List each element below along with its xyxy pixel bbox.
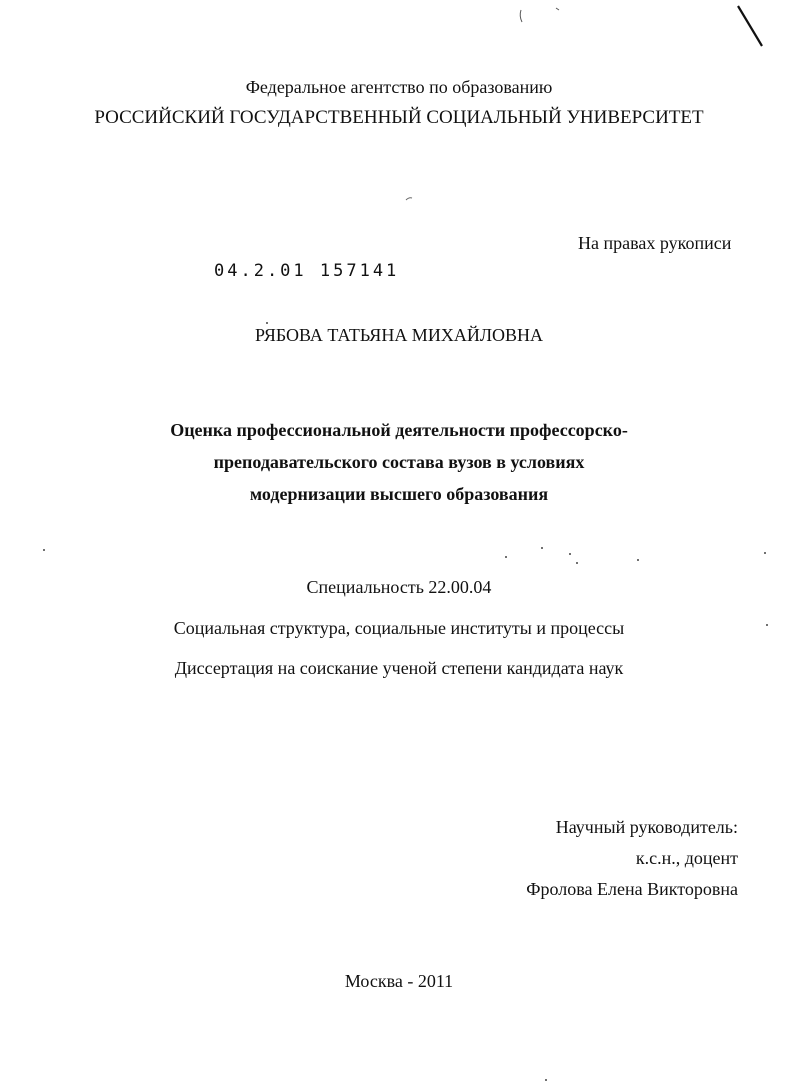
title-line-3: модернизации высшего образования: [249, 484, 549, 504]
scan-speck: [569, 553, 571, 555]
agency-name: Федеральное агентство по образованию: [245, 77, 553, 97]
supervisor-name: Фролова Елена Викторовна: [526, 879, 738, 899]
registry-number: 04.2.01 157141: [214, 261, 400, 281]
scan-speck: [637, 559, 639, 561]
scan-speck: [545, 1079, 547, 1081]
supervisor-label: Научный руководитель:: [555, 817, 738, 837]
scan-speck: [43, 549, 45, 551]
degree-statement: Диссертация на соискание ученой степени кандидата наук: [174, 658, 624, 678]
manuscript-note: На правах рукописи: [578, 233, 732, 253]
city-year: Москва - 2011: [344, 971, 454, 991]
scan-speck: [505, 556, 507, 558]
title-line-2: преподавательского состава вузов в условиях: [213, 452, 585, 472]
scan-speck: [406, 198, 412, 200]
scan-speck: [556, 8, 559, 10]
scan-speck: [541, 547, 543, 549]
scan-speck: [576, 562, 578, 564]
specialty-code: Специальность 22.00.04: [306, 577, 492, 597]
scan-speck: [520, 10, 522, 22]
specialty-name: Социальная структура, социальные институты и процессы: [173, 618, 625, 638]
scan-stroke-mark: [738, 6, 762, 46]
title-line-1: Оценка профессиональной деятельности профессорско-: [170, 420, 628, 440]
author-name: РЯБОВА ТАТЬЯНА МИХАЙЛОВНА: [254, 325, 544, 345]
university-name: РОССИЙСКИЙ ГОСУДАРСТВЕННЫЙ СОЦИАЛЬНЫЙ УНИВЕРСИТЕТ: [94, 107, 704, 128]
scan-speck: [764, 552, 766, 554]
supervisor-degree: к.с.н., доцент: [635, 848, 738, 868]
scan-speck: [266, 322, 268, 324]
